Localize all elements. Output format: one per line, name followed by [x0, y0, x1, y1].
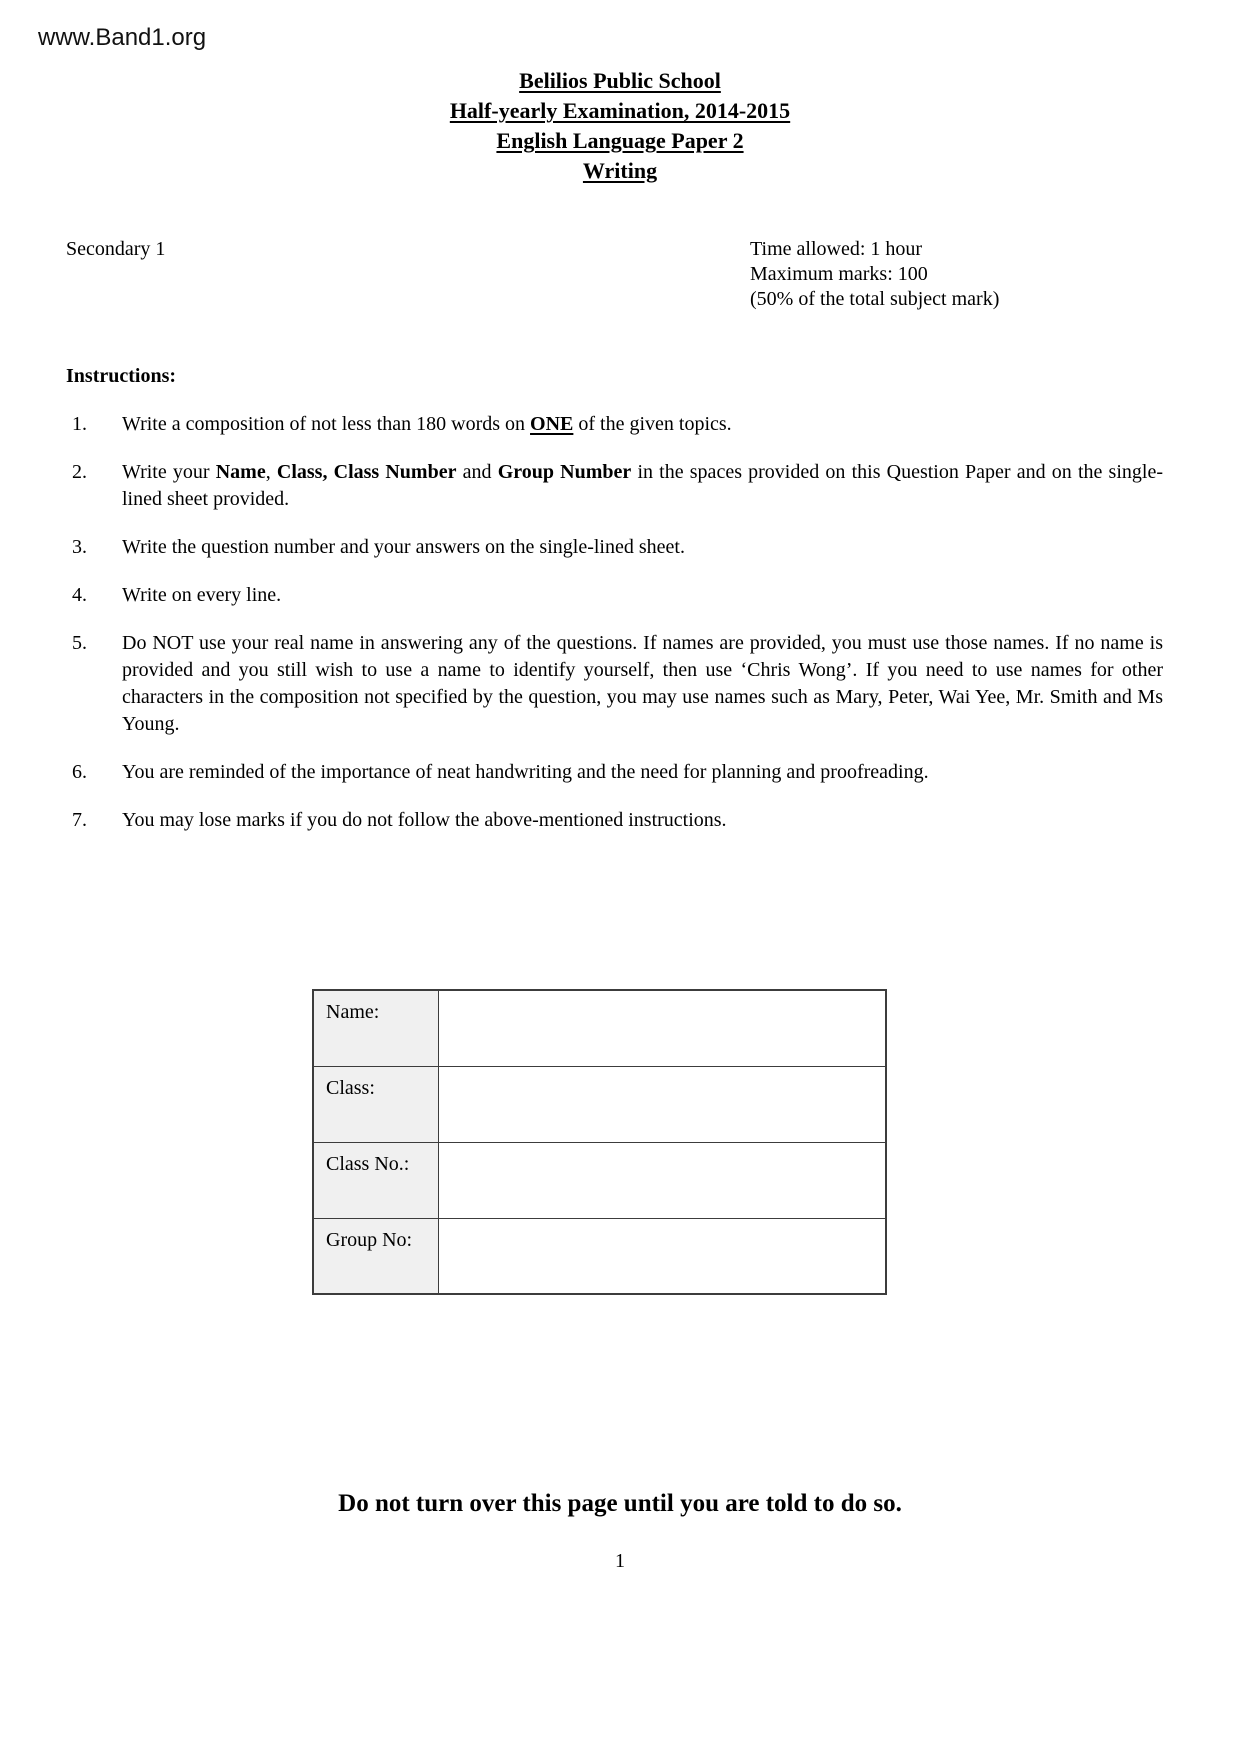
student-info-table: [312, 989, 887, 1295]
table-row-group-no: [313, 1218, 886, 1294]
site-watermark: www.Band1.org: [38, 24, 207, 51]
instruction-number: 2.: [72, 461, 87, 483]
instruction-item-6: [66, 759, 1163, 786]
instruction-item-3: [66, 534, 1163, 561]
table-row-name: [313, 990, 886, 1066]
name-field: [438, 990, 886, 1066]
instructions-section: [66, 363, 1163, 855]
instruction-text: Do NOT use your real name in answering any of the questions. If names are provided, you must use those names. If no name is provided and you still wish to use a name to identify yourself, then use ‘Chris Wong’. If you need to use names for other characters in the composition not specified by the question, you may use names such as Mary, Peter, Wai Yee, Mr. Smith and Ms Young.: [122, 632, 1163, 735]
exam-title: Half-yearly Examination, 2014-2015: [449, 98, 791, 123]
name-label: Name:: [313, 990, 438, 1066]
instruction-item-5: [66, 630, 1163, 738]
instruction-number: 4.: [72, 584, 87, 606]
maximum-marks: Maximum marks: 100: [750, 263, 928, 285]
group-no-label: Group No:: [313, 1218, 438, 1294]
instruction-number: 3.: [72, 536, 87, 558]
class-no-field: [438, 1142, 886, 1218]
paper-section: Writing: [582, 158, 658, 183]
instruction-item-1: [66, 411, 1163, 438]
instruction-text: Write on every line.: [122, 584, 282, 606]
time-allowed: Time allowed: 1 hour: [750, 238, 923, 260]
group-no-field: [438, 1218, 886, 1294]
school-name: Belilios Public School: [519, 68, 721, 93]
instruction-item-4: [66, 582, 1163, 609]
instruction-item-2: [66, 459, 1163, 513]
instruction-number: 7.: [72, 809, 87, 831]
instruction-text: Write a composition of not less than 180 words on ONE of the given topics.: [122, 413, 732, 435]
instruction-number: 6.: [72, 761, 87, 783]
level-label: Secondary 1: [66, 238, 166, 260]
page-number: 1: [615, 1550, 625, 1572]
subject-weighting: (50% of the total subject mark): [750, 288, 1000, 310]
do-not-turn-notice: Do not turn over this page until you are told to do so.: [338, 1490, 902, 1517]
paper-title: English Language Paper 2: [496, 128, 744, 153]
table-row-class-no: [313, 1142, 886, 1218]
title-block: [0, 66, 1240, 186]
instructions-heading: Instructions:: [66, 365, 177, 387]
instructions-list: [66, 411, 1163, 834]
class-no-label: Class No.:: [313, 1142, 438, 1218]
marks-info: [750, 237, 999, 312]
instruction-number: 5.: [72, 632, 87, 654]
instruction-number: 1.: [72, 413, 87, 435]
instruction-text: You are reminded of the importance of neat handwriting and the need for planning and proofreading.: [122, 761, 929, 783]
instruction-text: Write the question number and your answers on the single-lined sheet.: [122, 536, 685, 558]
instruction-item-7: [66, 807, 1163, 834]
class-field: [438, 1066, 886, 1142]
class-label: Class:: [313, 1066, 438, 1142]
table-row-class: [313, 1066, 886, 1142]
instruction-text: Write your Name, Class, Class Number and Group Number in the spaces provided on this Question Paper and on the single-lined sheet provided.: [122, 461, 1163, 510]
instruction-text: You may lose marks if you do not follow the above-mentioned instructions.: [122, 809, 727, 831]
